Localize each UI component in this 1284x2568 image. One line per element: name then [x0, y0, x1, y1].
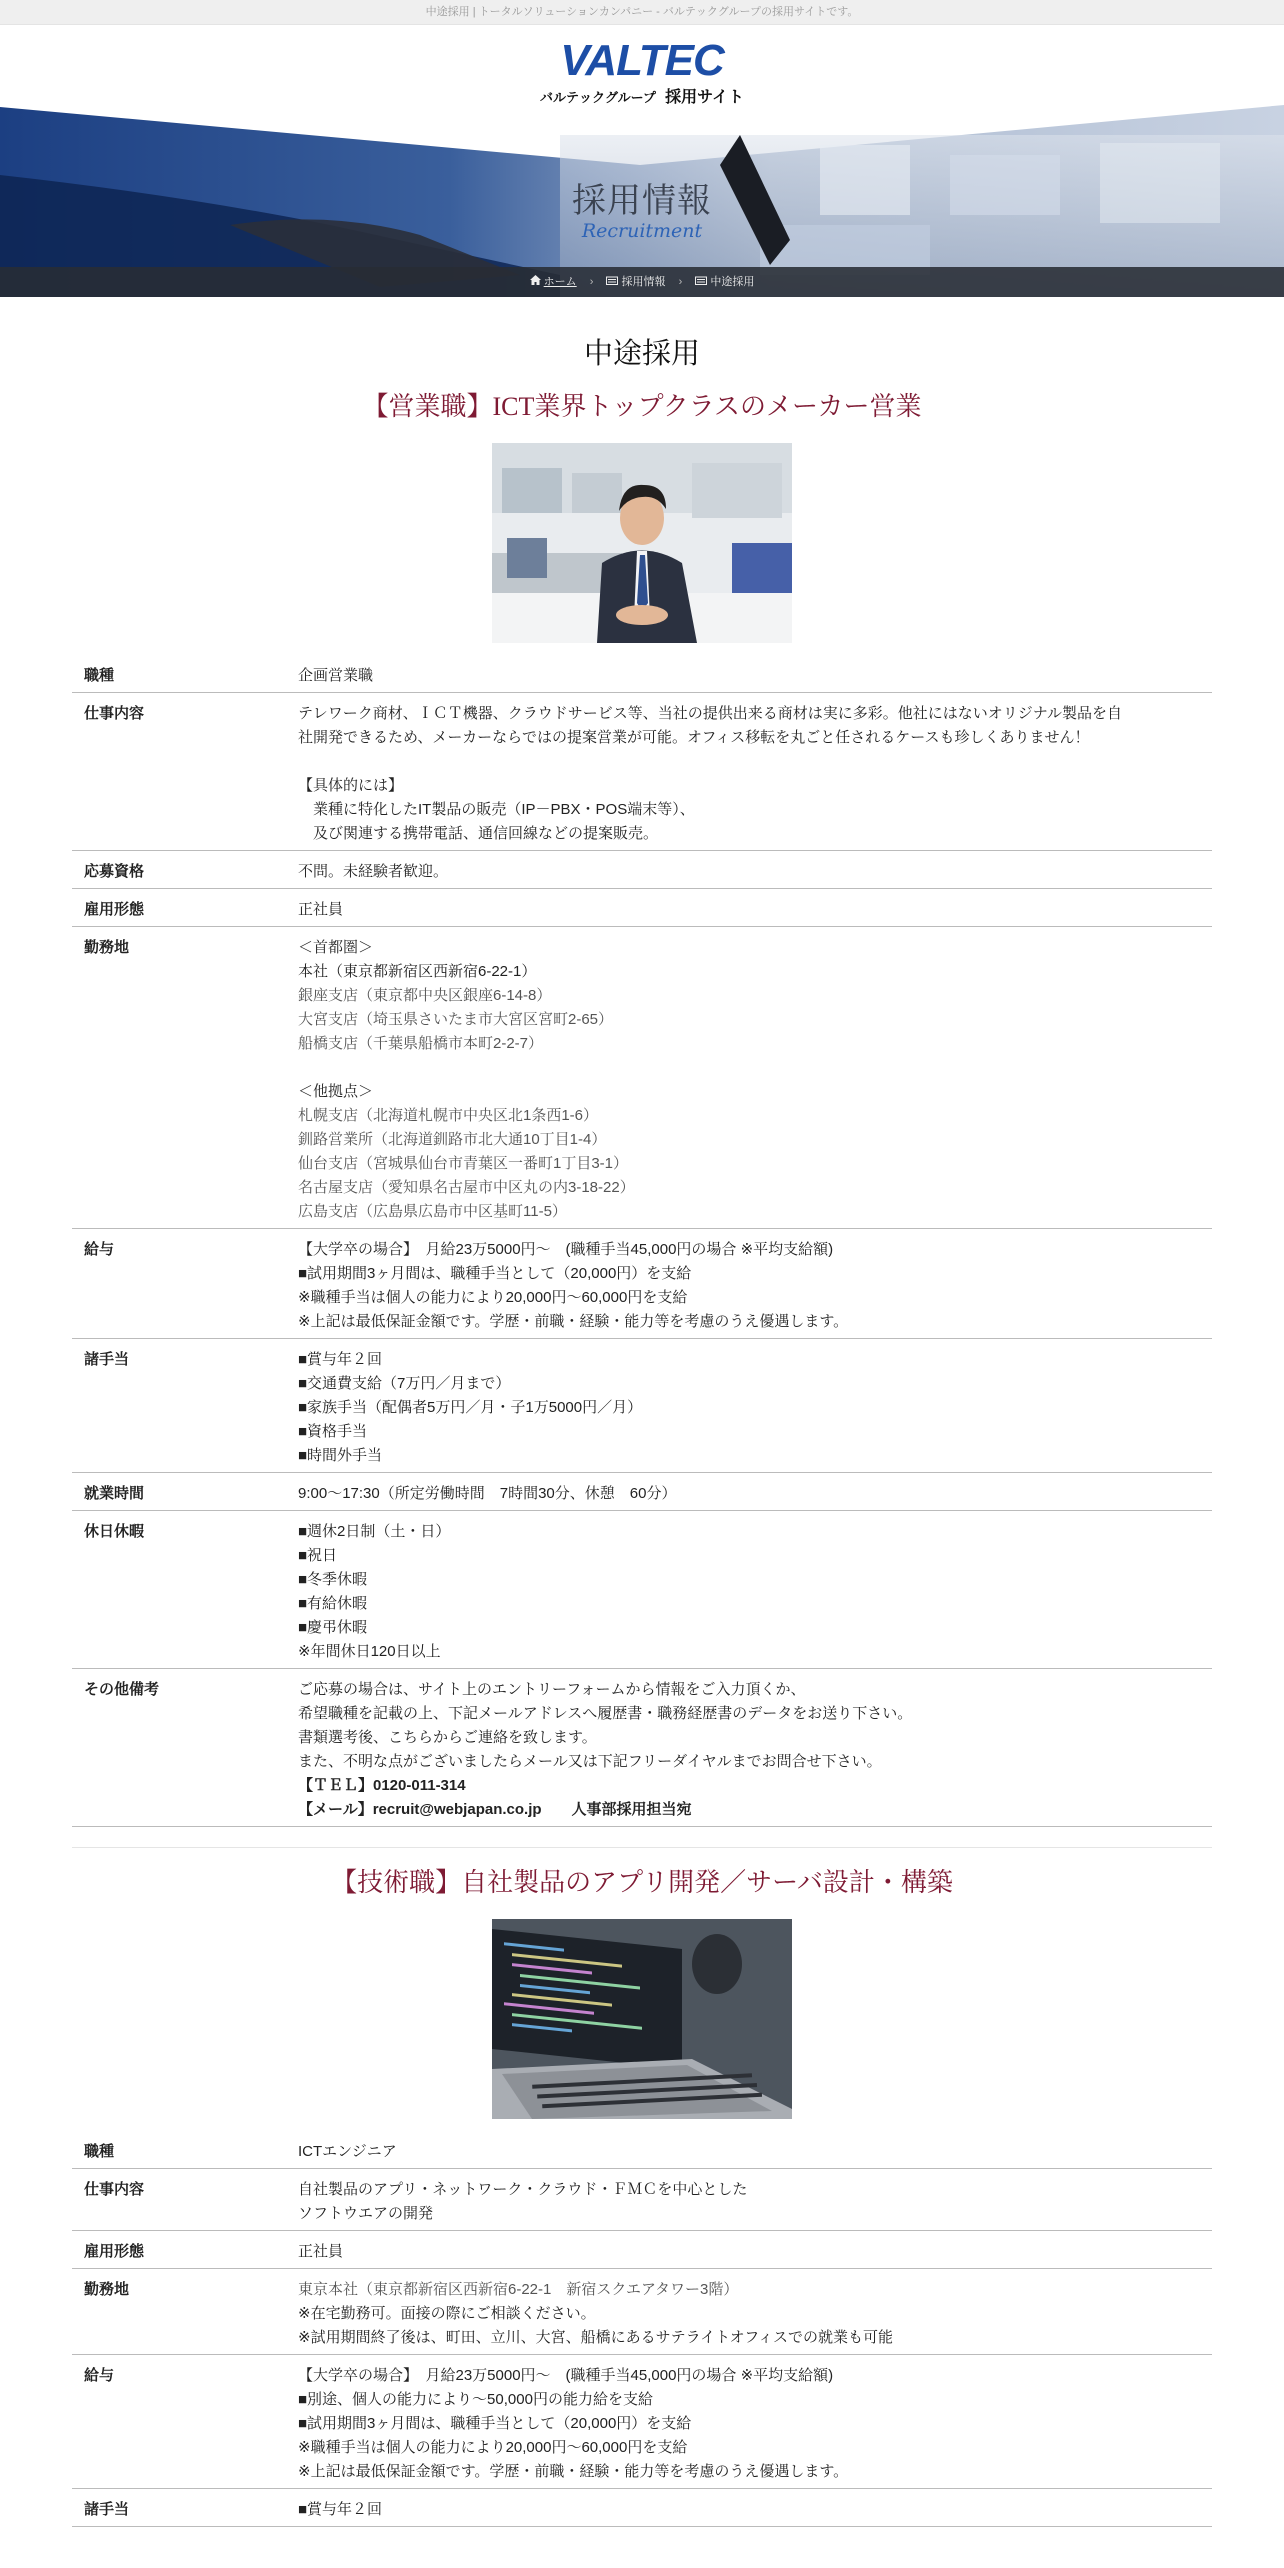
- job-detail-line: ソフトウエアの開発: [298, 2205, 434, 2222]
- job-detail-value: [298, 889, 1212, 927]
- job-detail-line: ICTエンジニア: [298, 2143, 397, 2160]
- job-detail-label: 雇用形態: [72, 2231, 298, 2269]
- breadcrumb-recruit[interactable]: [606, 276, 668, 288]
- job-detail-row: [72, 1511, 1212, 1669]
- logo-group-name: バルテックグループ: [539, 91, 656, 106]
- site-tagline: 中途採用 | トータルソリューションカンパニー - バルテックグループの採用サイトです。: [0, 0, 1284, 25]
- job-detail-line: 仙台支店（宮城県仙台市青葉区一番町1丁目3-1）: [298, 1155, 629, 1172]
- job-detail-line: 正社員: [298, 901, 344, 918]
- job-detail-label: 職種: [72, 655, 298, 693]
- job-detail-value: [298, 1669, 1212, 1827]
- job-detail-line: 札幌支店（北海道札幌市中央区北1条西1-6）: [298, 1107, 599, 1124]
- job-detail-line: また、不明な点がございましたらメール又は下記フリーダイヤルまでお問合せ下さい。: [298, 1753, 882, 1770]
- home-icon: [530, 275, 541, 285]
- job-detail-line: ■冬季休暇: [298, 1571, 368, 1588]
- job-detail-label: 給与: [72, 1229, 298, 1339]
- job-detail-line: 業種に特化したIT製品の販売（IP－PBX・POS端末等）、: [298, 801, 695, 818]
- breadcrumb-home[interactable]: [530, 276, 580, 288]
- job-detail-line: 不問。未経験者歓迎。: [298, 863, 449, 880]
- breadcrumb-recruit-label: 採用情報: [621, 276, 666, 288]
- hero-heading: [0, 173, 1284, 242]
- job-detail-line: 広島支店（広島県広島市中区基町11-5）: [298, 1203, 567, 1220]
- breadcrumb-separator-icon: ›: [589, 276, 594, 288]
- page-title: 中途採用: [583, 338, 700, 370]
- job-detail-line: 社開発できるため、メーカーならではの提案営業が可能。オフィス移転を丸ごと任されるケースも珍しくありません！: [298, 729, 1090, 746]
- job-detail-line: 自社製品のアプリ・ネットワーク・クラウド・ＦＭＣを中心とした: [298, 2181, 748, 2198]
- job-detail-line: 大宮支店（埼玉県さいたま市大宮区宮町2-65）: [298, 1011, 614, 1028]
- job-detail-row: [72, 851, 1212, 889]
- main-content: [72, 331, 1212, 2527]
- job-detail-row: [72, 1339, 1212, 1473]
- job-detail-line: 正社員: [298, 2243, 344, 2260]
- job-detail-row: [72, 2231, 1212, 2269]
- job-details-body: [72, 2131, 1212, 2527]
- logo-brand-text: VALTEC: [560, 39, 724, 83]
- job-detail-line: ■試用期間3ヶ月間は、職種手当として（20,000円）を支給: [298, 2415, 692, 2432]
- job-section-engineer: [72, 1862, 1212, 2527]
- job-detail-line: ■別途、個人の能力により～50,000円の能力給を支給: [298, 2391, 653, 2408]
- job-detail-value: [298, 2231, 1212, 2269]
- job-detail-value: [298, 1473, 1212, 1511]
- job-detail-row: [72, 2489, 1212, 2527]
- job-detail-row: [72, 927, 1212, 1229]
- job-detail-value: [298, 1511, 1212, 1669]
- job-detail-line: 名古屋支店（愛知県名古屋市中区丸の内3-18-22）: [298, 1179, 635, 1196]
- job-detail-value: [298, 1339, 1212, 1473]
- valtec-logo-mark: [542, 39, 742, 83]
- job-detail-value: [298, 927, 1212, 1229]
- job-detail-line: ■有給休暇: [298, 1595, 368, 1612]
- job-detail-line: [298, 1056, 1212, 1080]
- job-detail-line: ＜首都圏＞: [298, 939, 374, 956]
- job-detail-line: 東京本社（東京都新宿区西新宿6-22-1 新宿スクエアタワー3階）: [298, 2281, 739, 2298]
- job-detail-line: ※在宅勤務可。面接の際にご相談ください。: [298, 2305, 596, 2322]
- section-divider: [72, 1847, 1212, 1848]
- job-detail-line: ※年間休日120日以上: [298, 1643, 441, 1660]
- job-detail-line: ■祝日: [298, 1547, 338, 1564]
- job-detail-label: 仕事内容: [72, 2169, 298, 2231]
- job-detail-line: 釧路営業所（北海道釧路市北大通10丁目1-4）: [298, 1131, 607, 1148]
- job-detail-line: ※上記は最低保証金額です。学歴・前職・経験・能力等を考慮のうえ優遇します。: [298, 2463, 849, 2480]
- job-detail-line: ■時間外手当: [298, 1447, 383, 1464]
- job-details-table: [72, 2131, 1212, 2527]
- job-detail-row: [72, 2169, 1212, 2231]
- job-detail-value: [298, 1229, 1212, 1339]
- job-detail-row: [72, 889, 1212, 927]
- job-detail-label: 応募資格: [72, 851, 298, 889]
- job-detail-line: ■試用期間3ヶ月間は、職種手当として（20,000円）を支給: [298, 1265, 692, 1282]
- logo-subtitle: [0, 84, 1284, 107]
- folder-icon: [606, 276, 618, 285]
- job-detail-label: 休日休暇: [72, 1511, 298, 1669]
- job-detail-label: 職種: [72, 2131, 298, 2169]
- breadcrumb: [0, 267, 1284, 297]
- job-section-sales: [72, 386, 1212, 1827]
- job-detail-label: 給与: [72, 2355, 298, 2489]
- hero-banner: [0, 25, 1284, 297]
- folder-icon: [695, 276, 707, 285]
- job-detail-line: 船橋支店（千葉県船橋市本町2-2-7）: [298, 1035, 544, 1052]
- hero-subtitle: Recruitment: [581, 220, 703, 242]
- valtec-logo[interactable]: [0, 39, 1284, 107]
- job-detail-value: [298, 2269, 1212, 2355]
- job-detail-line: 【ＴＥＬ】0120-011-314: [298, 1777, 466, 1794]
- job-detail-value: [298, 655, 1212, 693]
- job-detail-line: ■賞与年２回: [298, 1351, 383, 1368]
- breadcrumb-separator-icon: ›: [678, 276, 683, 288]
- job-detail-row: [72, 2131, 1212, 2169]
- job-detail-line: 【大学卒の場合】 月給23万5000円～ (職種手当45,000円の場合 ※平均支給額): [298, 1241, 834, 1258]
- job-details-body: [72, 655, 1212, 1827]
- job-detail-line: 【メール】recruit@webjapan.co.jp 人事部採用担当宛: [298, 1801, 692, 1818]
- job-title: 【技術職】自社製品のアプリ開発／サーバ設計・構築: [331, 1868, 953, 1897]
- breadcrumb-current-label: 中途採用: [710, 276, 755, 288]
- job-detail-label: その他備考: [72, 1669, 298, 1827]
- job-details-table: [72, 655, 1212, 1827]
- breadcrumb-home-label: ホーム: [543, 276, 577, 288]
- job-detail-line: 9:00～17:30（所定労働時間 7時間30分、休憩 60分）: [298, 1485, 677, 1502]
- job-detail-line: ※職種手当は個人の能力により20,000円～60,000円を支給: [298, 2439, 688, 2456]
- job-detail-row: [72, 1229, 1212, 1339]
- job-detail-value: [298, 2355, 1212, 2489]
- job-detail-line: 及び関連する携帯電話、通信回線などの提案販売。: [298, 825, 659, 842]
- job-detail-line: ■家族手当（配偶者5万円／月・子1万5000円／月）: [298, 1399, 643, 1416]
- job-detail-line: ■交通費支給（7万円／月まで）: [298, 1375, 511, 1392]
- job-detail-line: ※上記は最低保証金額です。学歴・前職・経験・能力等を考慮のうえ優遇します。: [298, 1313, 849, 1330]
- job-detail-line: 企画営業職: [298, 667, 374, 684]
- job-detail-line: 【大学卒の場合】 月給23万5000円～ (職種手当45,000円の場合 ※平均支給額): [298, 2367, 834, 2384]
- sales-staff-photo: [492, 443, 792, 643]
- job-detail-label: 勤務地: [72, 927, 298, 1229]
- job-detail-value: [298, 693, 1212, 851]
- job-detail-value: [298, 851, 1212, 889]
- job-detail-line: ＜他拠点＞: [298, 1083, 374, 1100]
- breadcrumb-current: [695, 276, 754, 288]
- job-detail-label: 就業時間: [72, 1473, 298, 1511]
- job-detail-line: 書類選考後、こちらからご連絡を致します。: [298, 1729, 597, 1746]
- job-detail-line: テレワーク商材、ＩＣＴ機器、クラウドサービス等、当社の提供出来る商材は実に多彩。他社にはないオリジナル製品を自: [298, 705, 1122, 722]
- job-detail-value: [298, 2489, 1212, 2527]
- job-detail-line: ■慶弔休暇: [298, 1619, 368, 1636]
- job-detail-line: 本社（東京都新宿区西新宿6-22-1）: [298, 963, 537, 980]
- job-detail-line: 【具体的には】: [298, 777, 404, 794]
- job-detail-row: [72, 2355, 1212, 2489]
- job-detail-line: 銀座支店（東京都中央区銀座6-14-8）: [298, 987, 552, 1004]
- job-detail-label: 仕事内容: [72, 693, 298, 851]
- job-detail-line: [298, 750, 1212, 774]
- job-detail-value: [298, 2131, 1212, 2169]
- job-detail-label: 諸手当: [72, 1339, 298, 1473]
- job-detail-row: [72, 1473, 1212, 1511]
- job-detail-line: 希望職種を記載の上、下記メールアドレスへ履歴書・職務経歴書のデータをお送り下さい。: [298, 1705, 913, 1722]
- job-detail-label: 諸手当: [72, 2489, 298, 2527]
- job-detail-line: ※試用期間終了後は、町田、立川、大宮、船橋にあるサテライトオフィスでの就業も可能: [298, 2329, 894, 2346]
- job-detail-line: ご応募の場合は、サイト上のエントリーフォームから情報をご入力頂くか、: [298, 1681, 806, 1698]
- laptop-code-photo: [492, 1919, 792, 2119]
- job-detail-value: [298, 2169, 1212, 2231]
- job-detail-row: [72, 655, 1212, 693]
- job-detail-label: 勤務地: [72, 2269, 298, 2355]
- job-detail-line: ■資格手当: [298, 1423, 368, 1440]
- job-detail-line: ■週休2日制（土・日）: [298, 1523, 451, 1540]
- job-detail-line: ■賞与年２回: [298, 2501, 383, 2518]
- job-title: 【営業職】ICT業界トップクラスのメーカー営業: [362, 392, 922, 421]
- job-detail-line: ※職種手当は個人の能力により20,000円～60,000円を支給: [298, 1289, 688, 1306]
- job-detail-row: [72, 2269, 1212, 2355]
- job-detail-row: [72, 693, 1212, 851]
- job-detail-row: [72, 1669, 1212, 1827]
- logo-site-name: 採用サイト: [665, 87, 745, 106]
- job-detail-label: 雇用形態: [72, 889, 298, 927]
- hero-title: 採用情報: [572, 181, 712, 221]
